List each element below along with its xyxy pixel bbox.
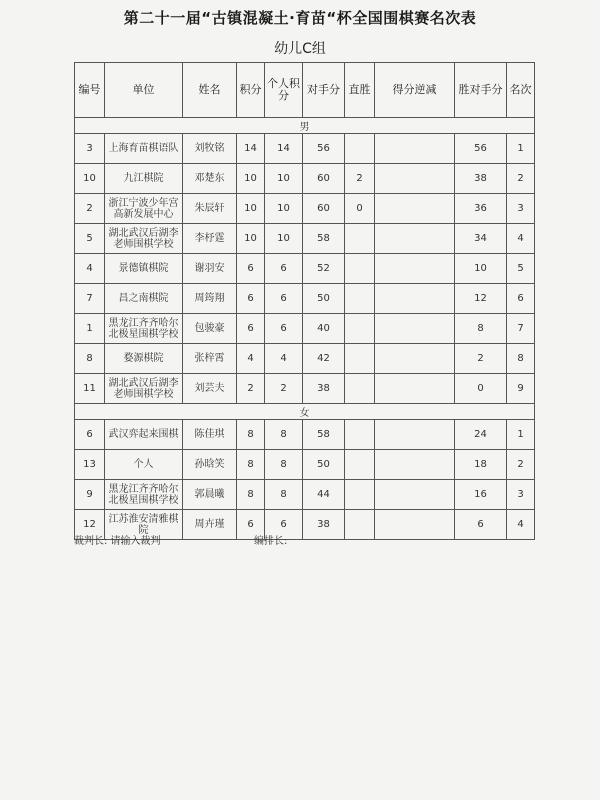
cell-id: 3	[75, 134, 105, 164]
cell-opponent-score: 38	[303, 374, 345, 404]
cell-opponent-score: 56	[303, 134, 345, 164]
cell-name: 郭晨曦	[183, 480, 237, 510]
cell-unit: 昌之南棋院	[105, 284, 183, 314]
table-row	[75, 374, 535, 404]
cell-rank: 6	[507, 284, 535, 314]
cell-score: 10	[237, 194, 265, 224]
document-title: 第二十一届“古镇混凝土·育苗“杯全国围棋赛名次表	[123, 9, 477, 27]
cell-win-opponent-score: 56	[455, 134, 507, 164]
cell-rank: 3	[507, 194, 535, 224]
cell-reverse-score	[375, 194, 455, 224]
cell-reverse-score	[375, 164, 455, 194]
cell-id: 4	[75, 254, 105, 284]
table-row	[75, 194, 535, 224]
cell-reverse-score	[375, 420, 455, 450]
cell-id: 6	[75, 420, 105, 450]
header-score: 积分	[237, 63, 265, 118]
cell-win-opponent-score: 38	[455, 164, 507, 194]
cell-personal-score: 10	[265, 194, 303, 224]
cell-score: 6	[237, 254, 265, 284]
header-name: 姓名	[183, 63, 237, 118]
cell-unit: 婺源棋院	[105, 344, 183, 374]
cell-direct-win: 2	[345, 164, 375, 194]
cell-win-opponent-score: 2	[455, 344, 507, 374]
cell-win-opponent-score: 0	[455, 374, 507, 404]
cell-win-opponent-score: 24	[455, 420, 507, 450]
cell-unit: 九江棋院	[105, 164, 183, 194]
cell-personal-score: 14	[265, 134, 303, 164]
results-table	[74, 62, 535, 540]
table-row	[75, 254, 535, 284]
table-row	[75, 344, 535, 374]
cell-score: 8	[237, 450, 265, 480]
cell-personal-score: 4	[265, 344, 303, 374]
cell-score: 6	[237, 314, 265, 344]
table-row	[75, 420, 535, 450]
cell-direct-win	[345, 344, 375, 374]
header-opponent-score: 对手分	[303, 63, 345, 118]
cell-rank: 4	[507, 224, 535, 254]
cell-id: 1	[75, 314, 105, 344]
cell-direct-win: 0	[345, 194, 375, 224]
cell-reverse-score	[375, 134, 455, 164]
cell-direct-win	[345, 134, 375, 164]
cell-personal-score: 10	[265, 224, 303, 254]
cell-score: 8	[237, 480, 265, 510]
header-rank: 名次	[507, 63, 535, 118]
header-id: 编号	[75, 63, 105, 118]
cell-id: 2	[75, 194, 105, 224]
cell-score: 6	[237, 284, 265, 314]
cell-reverse-score	[375, 450, 455, 480]
table-row	[75, 284, 535, 314]
section-label: 男	[75, 118, 535, 134]
section-label: 女	[75, 404, 535, 420]
table-row	[75, 224, 535, 254]
table-row	[75, 480, 535, 510]
cell-direct-win	[345, 254, 375, 284]
cell-personal-score: 10	[265, 164, 303, 194]
cell-unit: 黑龙江齐齐哈尔北极星围棋学校	[105, 314, 183, 344]
cell-direct-win	[345, 510, 375, 540]
cell-score: 8	[237, 420, 265, 450]
cell-unit: 江苏淮安清雅棋院	[105, 510, 183, 540]
cell-score: 10	[237, 164, 265, 194]
cell-unit: 湖北武汉后湖李老师围棋学校	[105, 374, 183, 404]
cell-personal-score: 6	[265, 510, 303, 540]
cell-name: 张梓霄	[183, 344, 237, 374]
cell-opponent-score: 38	[303, 510, 345, 540]
group-title: 幼儿C组	[274, 41, 326, 57]
cell-unit: 上海育苗棋语队	[105, 134, 183, 164]
cell-reverse-score	[375, 480, 455, 510]
header-unit: 单位	[105, 63, 183, 118]
cell-unit: 个人	[105, 450, 183, 480]
header-direct-win: 直胜	[345, 63, 375, 118]
cell-rank: 5	[507, 254, 535, 284]
header-row	[75, 63, 535, 118]
cell-direct-win	[345, 480, 375, 510]
cell-personal-score: 2	[265, 374, 303, 404]
table-row	[75, 164, 535, 194]
cell-unit: 黑龙江齐齐哈尔北极星围棋学校	[105, 480, 183, 510]
cell-name: 陈佳琪	[183, 420, 237, 450]
cell-win-opponent-score: 12	[455, 284, 507, 314]
cell-reverse-score	[375, 284, 455, 314]
cell-rank: 1	[507, 134, 535, 164]
cell-reverse-score	[375, 344, 455, 374]
cell-reverse-score	[375, 254, 455, 284]
cell-rank: 4	[507, 510, 535, 540]
cell-unit: 浙江宁波少年宫高新发展中心	[105, 194, 183, 224]
cell-name: 周卉瑾	[183, 510, 237, 540]
table-row	[75, 450, 535, 480]
cell-win-opponent-score: 36	[455, 194, 507, 224]
cell-personal-score: 6	[265, 314, 303, 344]
cell-rank: 3	[507, 480, 535, 510]
cell-direct-win	[345, 374, 375, 404]
cell-personal-score: 8	[265, 480, 303, 510]
table-row	[75, 314, 535, 344]
cell-id: 11	[75, 374, 105, 404]
arranger-signature: 编排长:	[254, 536, 288, 547]
cell-name: 邓楚东	[183, 164, 237, 194]
cell-score: 14	[237, 134, 265, 164]
cell-opponent-score: 40	[303, 314, 345, 344]
cell-id: 7	[75, 284, 105, 314]
cell-id: 12	[75, 510, 105, 540]
cell-rank: 7	[507, 314, 535, 344]
cell-opponent-score: 44	[303, 480, 345, 510]
cell-personal-score: 8	[265, 420, 303, 450]
cell-id: 9	[75, 480, 105, 510]
cell-opponent-score: 52	[303, 254, 345, 284]
cell-opponent-score: 58	[303, 420, 345, 450]
cell-id: 10	[75, 164, 105, 194]
cell-score: 4	[237, 344, 265, 374]
cell-score: 2	[237, 374, 265, 404]
cell-win-opponent-score: 6	[455, 510, 507, 540]
header-reverse-score: 得分逆减	[375, 63, 455, 118]
table-row	[75, 134, 535, 164]
cell-win-opponent-score: 18	[455, 450, 507, 480]
section-row	[75, 118, 535, 134]
cell-id: 5	[75, 224, 105, 254]
cell-direct-win	[345, 450, 375, 480]
cell-name: 朱辰轩	[183, 194, 237, 224]
cell-name: 孙晗笑	[183, 450, 237, 480]
cell-unit: 湖北武汉后湖李老师围棋学校	[105, 224, 183, 254]
cell-direct-win	[345, 420, 375, 450]
cell-win-opponent-score: 34	[455, 224, 507, 254]
cell-id: 8	[75, 344, 105, 374]
header-win-opponent-score: 胜对手分	[455, 63, 507, 118]
cell-score: 10	[237, 224, 265, 254]
cell-rank: 2	[507, 450, 535, 480]
cell-opponent-score: 60	[303, 164, 345, 194]
cell-personal-score: 8	[265, 450, 303, 480]
header-personal-score: 个人积分	[265, 63, 303, 118]
cell-direct-win	[345, 314, 375, 344]
referee-signature: 裁判长: 请输入裁判	[74, 536, 161, 547]
cell-opponent-score: 58	[303, 224, 345, 254]
cell-rank: 9	[507, 374, 535, 404]
cell-unit: 景德镇棋院	[105, 254, 183, 284]
cell-unit: 武汉弈起来围棋	[105, 420, 183, 450]
cell-win-opponent-score: 10	[455, 254, 507, 284]
section-row	[75, 404, 535, 420]
cell-opponent-score: 60	[303, 194, 345, 224]
cell-name: 周筠翔	[183, 284, 237, 314]
cell-personal-score: 6	[265, 254, 303, 284]
cell-name: 谢羽安	[183, 254, 237, 284]
cell-opponent-score: 50	[303, 284, 345, 314]
cell-name: 刘芸夫	[183, 374, 237, 404]
cell-opponent-score: 42	[303, 344, 345, 374]
cell-score: 6	[237, 510, 265, 540]
cell-reverse-score	[375, 224, 455, 254]
cell-id: 13	[75, 450, 105, 480]
cell-win-opponent-score: 16	[455, 480, 507, 510]
cell-personal-score: 6	[265, 284, 303, 314]
cell-name: 刘牧铭	[183, 134, 237, 164]
cell-name: 李杼霆	[183, 224, 237, 254]
cell-direct-win	[345, 284, 375, 314]
cell-win-opponent-score: 8	[455, 314, 507, 344]
cell-reverse-score	[375, 374, 455, 404]
cell-opponent-score: 50	[303, 450, 345, 480]
cell-rank: 2	[507, 164, 535, 194]
cell-reverse-score	[375, 314, 455, 344]
cell-rank: 1	[507, 420, 535, 450]
cell-name: 包骏豪	[183, 314, 237, 344]
cell-direct-win	[345, 224, 375, 254]
cell-rank: 8	[507, 344, 535, 374]
cell-reverse-score	[375, 510, 455, 540]
